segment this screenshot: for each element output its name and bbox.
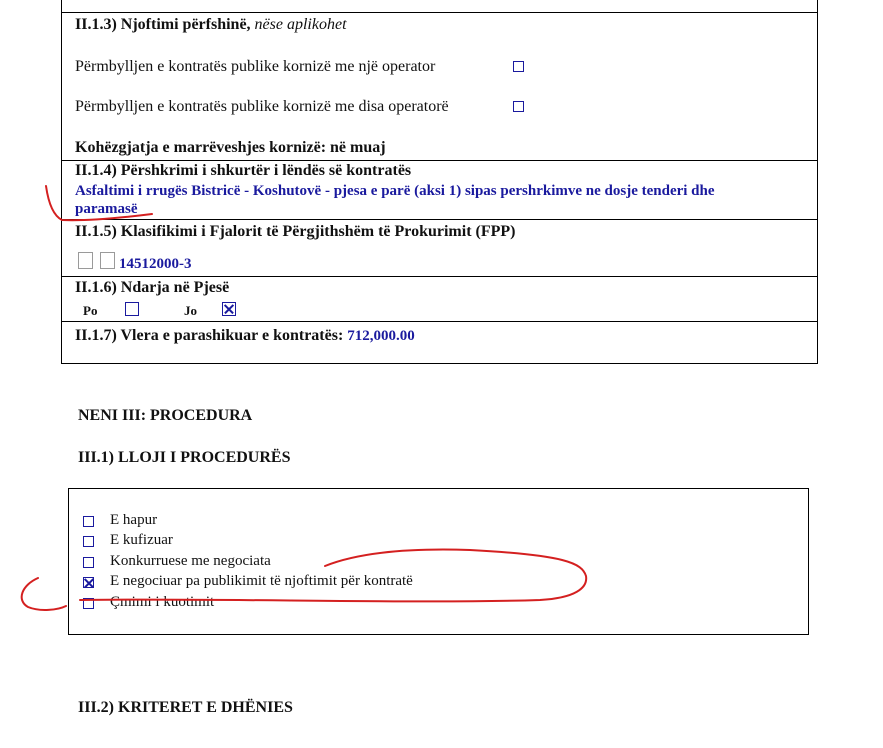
procedure-restricted-label: E kufizuar xyxy=(110,532,173,548)
lots-no-checkbox[interactable] xyxy=(222,302,236,316)
section-2-1-7-row: II.1.7) Vlera e parashikuar e kontratës: 712,000.00 xyxy=(75,327,415,344)
section-3-heading: NENI III: PROCEDURA xyxy=(78,407,253,424)
procedure-open-checkbox[interactable] xyxy=(83,516,94,527)
framework-duration-label: Kohëzgjatja e marrëveshjes kornizë: në muaj xyxy=(75,139,386,156)
contract-description-line-1: Asfaltimi i rrugës Bistricë - Koshutovë - pjesa e parë (aksi 1) sipas pershrkimve ne dosje tenderi dhe xyxy=(75,183,715,199)
procedure-quotation-label: Çmimi i kuotimit xyxy=(110,594,215,610)
section-2-1-6-title: II.1.6) Ndarja në Pjesë xyxy=(75,279,230,296)
lots-no-label: Jo xyxy=(184,303,197,318)
section-2-1-3-title: II.1.3) Njoftimi përfshinë, nëse aplikohet xyxy=(75,16,347,33)
option-multiple-operators-checkbox[interactable] xyxy=(513,101,524,112)
procedure-negotiated-without-publication-checkbox[interactable] xyxy=(83,577,94,588)
lots-yes-label: Po xyxy=(83,303,98,318)
option-single-operator-label: Përmbylljen e kontratës publike kornizë me një operator xyxy=(75,58,436,75)
procedure-type-heading: III.1) LLOJI I PROCEDURËS xyxy=(78,449,291,466)
procedure-quotation-checkbox[interactable] xyxy=(83,598,94,609)
procedure-open-label: E hapur xyxy=(110,512,158,528)
procedure-competitive-negotiation-checkbox[interactable] xyxy=(83,557,94,568)
option-multiple-operators-label: Përmbylljen e kontratës publike kornizë me disa operatorë xyxy=(75,98,449,115)
contract-value: 712,000.00 xyxy=(347,328,415,344)
procedure-competitive-negotiation-label: Konkurruese me negociata xyxy=(110,553,271,569)
code-prefix-box xyxy=(100,252,115,269)
contract-description-line-2: paramasë xyxy=(75,201,138,217)
procedure-negotiated-without-publication-label: E negociuar pa publikimit të njoftimit për kontratë xyxy=(110,573,413,589)
lots-yes-checkbox[interactable] xyxy=(125,302,139,316)
award-criteria-heading: III.2) KRITERET E DHËNIES xyxy=(78,699,293,716)
section-2-1-4-title: II.1.4) Përshkrimi i shkurtër i lëndës së kontratës xyxy=(75,162,412,179)
code-prefix-box xyxy=(78,252,93,269)
cpv-code: 14512000-3 xyxy=(119,256,192,272)
option-single-operator-checkbox[interactable] xyxy=(513,61,524,72)
procedure-restricted-checkbox[interactable] xyxy=(83,536,94,547)
section-2-1-5-title: II.1.5) Klasifikimi i Fjalorit të Përgjithshëm të Prokurimit (FPP) xyxy=(75,223,516,240)
